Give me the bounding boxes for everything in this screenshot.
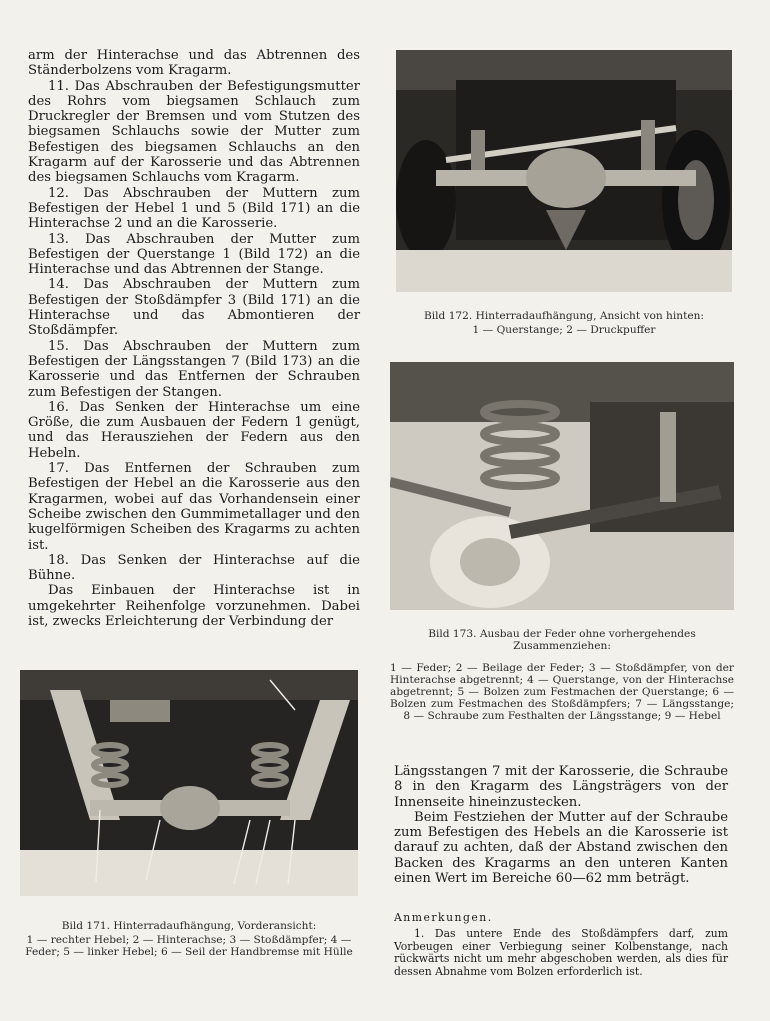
notes-section (394, 912, 728, 978)
paragraph-tightening: Beim Festziehen der Mutter auf der Schraube zum Befestigen des Hebels an die Karosserie ist darauf zu achten, daß der Abstand zwischen den Backen des Kragarms an den unteren Kanten einen Wert im Bereiche 60—62 mm beträgt. (394, 809, 728, 887)
paragraph-step-17: 17. Das Entfernen der Schrauben zum Befestigen der Hebel an die Karosserie aus den Kragarmen, wobei auf das Vorhandensein einer Scheibe zwischen den Gummimetallager und den kugelförmigen Scheiben des Kragarms zu achten ist. (28, 461, 360, 553)
caption-bild-173 (390, 628, 734, 722)
left-text-column (28, 48, 360, 629)
caption-title: Bild 173. Ausbau der Feder ohne vorhergehendes Zusammenziehen: (428, 628, 696, 652)
caption-title: Bild 172. Hinterradaufhängung, Ansicht von hinten: (423, 310, 704, 322)
photo-bild-173 (390, 362, 734, 610)
paragraph-step-14: 14. Das Abschrauben der Muttern zum Befestigen der Stoßdämpfer 3 (Bild 171) an die Hinterachse und das Abmontieren der Stoßdämpfer. (28, 277, 360, 339)
caption-legend: 1 — Feder; 2 — Beilage der Feder; 3 — Stoßdämpfer, von der Hinterachse abgetrennt; 4 — Querstange, von der Hinterachse abgetrennt; 5 — Bolzen zum Festmachen der Querstange; 6 — Bolzen zum Festmachen des Stoßdämpfers; 7 — Längsstange; 8 — Schraube zum Festhalten der Längsstange; 9 — Hebel (390, 662, 734, 722)
notes-heading: Anmerkungen. (394, 911, 493, 924)
caption-legend: 1 — Querstange; 2 — Druckpuffer (472, 324, 656, 336)
caption-legend: 1 — rechter Hebel; 2 — Hinterachse; 3 — Stoßdämpfer; 4 — Feder; 5 — linker Hebel; 6 — Seil der Handbremse mit Hülle (25, 934, 353, 958)
photo-bild-171 (20, 670, 358, 896)
paragraph-step-16: 16. Das Senken der Hinterachse um eine Größe, die zum Ausbauen der Federn 1 genügt, und das Herausziehen der Federn aus den Hebeln. (28, 399, 360, 461)
caption-title: Bild 171. Hinterradaufhängung, Vorderansicht: (61, 920, 317, 932)
paragraph-step-13: 13. Das Abschrauben der Mutter zum Befestigen der Querstange 1 (Bild 172) an die Hinterachse und das Abtrennen der Stange. (28, 231, 360, 278)
paragraph-step-15: 15. Das Abschrauben der Muttern zum Befestigen der Längsstangen 7 (Bild 173) an die Karosserie und das Entfernen der Schrauben zum Befestigen der Stangen. (28, 338, 360, 400)
paragraph-step-11: 11. Das Abschrauben der Befestigungsmutter des Rohrs vom biegsamen Schlauch zum Druckregler der Bremsen und vom Stutzen des biegsamen Schlauchs sowie der Mutter zum Befestigen des biegsamen Schlauchs an den Kragarm auf der Karosserie und das Abtrennen des biegsamen Schlauchs vom Kragarm. (28, 78, 360, 186)
paragraph-continued: arm der Hinterachse und das Abtrennen des Ständerbolzens vom Kragarm. (28, 48, 360, 79)
paragraph-step-18: 18. Das Senken der Hinterachse auf die Bühne. (28, 552, 360, 584)
paragraph-continuation: Längsstangen 7 mit der Karosserie, die Schraube 8 in den Kragarm des Längsträgers von der Innenseite hineinzustecken. (394, 764, 728, 810)
right-text-column (394, 764, 728, 886)
note-1: 1. Das untere Ende des Stoßdämpfers darf, zum Vorbeugen einer Verbiegung seiner Kolbenstange, nach rückwärts nicht um mehr abgeschoben werden, als dies für dessen Abnahme vom Bolzen erforderlich ist. (394, 927, 728, 978)
photo-bild-172 (396, 50, 732, 292)
paragraph-reassembly: Das Einbauen der Hinterachse ist in umgekehrter Reihenfolge vorzunehmen. Dabei ist, zwecks Erleichterung der Verbindung der (28, 583, 360, 629)
caption-bild-172 (396, 310, 732, 336)
caption-bild-171 (20, 920, 358, 958)
paragraph-step-12: 12. Das Abschrauben der Muttern zum Befestigen der Hebel 1 und 5 (Bild 171) an die Hinterachse 2 und an die Karosserie. (28, 185, 360, 232)
